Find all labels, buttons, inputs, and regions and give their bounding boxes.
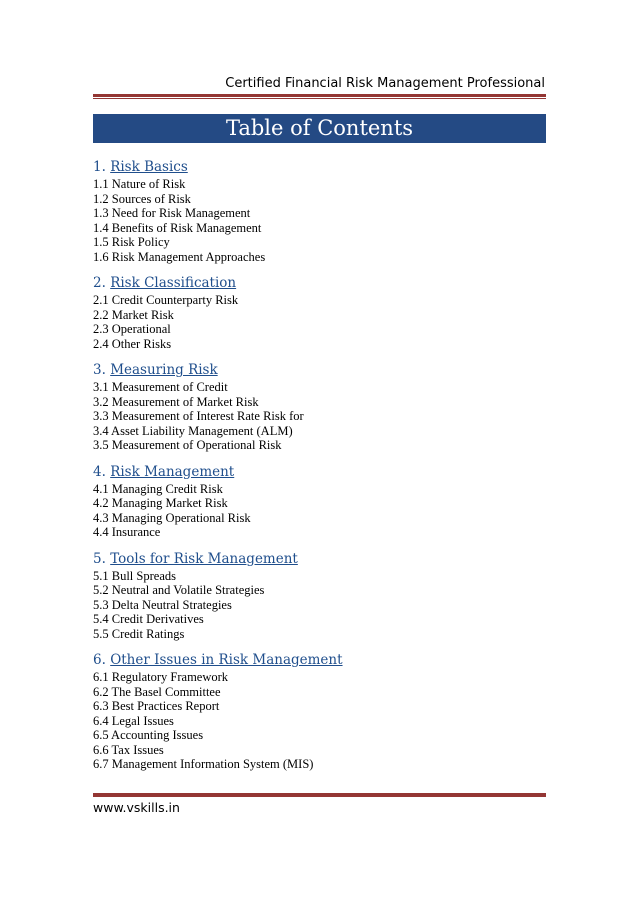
section-number: 2.: [93, 275, 106, 291]
toc-banner: Table of Contents: [93, 114, 546, 143]
page-header-title: Certified Financial Risk Management Professional: [225, 76, 545, 91]
toc-section: [93, 273, 546, 351]
section-heading[interactable]: [93, 462, 546, 482]
toc-item: 1.4 Benefits of Risk Management: [93, 220, 262, 235]
section-heading[interactable]: [93, 360, 546, 380]
toc-section: [93, 157, 546, 264]
toc-item: 6.7 Management Information System (MIS): [93, 757, 314, 771]
section-title-link[interactable]: Risk Basics: [110, 159, 188, 175]
toc-item: 6.4 Legal Issues: [93, 713, 174, 728]
table-of-contents: [93, 157, 546, 781]
section-heading[interactable]: [93, 650, 546, 670]
toc-item: 1.6 Risk Management Approaches: [93, 249, 266, 264]
toc-item: 3.3 Measurement of Interest Rate Risk for: [93, 409, 304, 423]
section-heading[interactable]: [93, 157, 546, 177]
toc-item: 6.1 Regulatory Framework: [93, 670, 229, 684]
section-number: 3.: [93, 362, 106, 378]
section-heading[interactable]: [93, 273, 546, 293]
toc-item: 3.2 Measurement of Market Risk: [93, 394, 259, 409]
toc-item: 3.5 Measurement of Operational Risk: [93, 438, 282, 452]
section-number: 1.: [93, 159, 106, 175]
toc-item: 6.5 Accounting Issues: [93, 728, 204, 742]
toc-section: [93, 462, 546, 540]
toc-item: 4.4 Insurance: [93, 525, 161, 539]
toc-item: 3.1 Measurement of Credit: [93, 380, 228, 394]
toc-section: [93, 360, 546, 453]
section-title-link[interactable]: Risk Classification: [110, 275, 237, 291]
header-rule: [93, 94, 546, 99]
section-title-link[interactable]: Risk Management: [110, 463, 235, 480]
toc-item: 5.2 Neutral and Volatile Strategies: [93, 583, 265, 597]
toc-item: 2.1 Credit Counterparty Risk: [93, 293, 239, 307]
toc-item: 5.4 Credit Derivatives: [93, 612, 204, 626]
toc-item: 4.3 Managing Operational Risk: [93, 510, 251, 525]
toc-item: 6.2 The Basel Committee: [93, 684, 221, 699]
toc-item: 6.6 Tax Issues: [93, 742, 164, 757]
footer-url: www.vskills.in: [93, 800, 180, 815]
toc-item: 4.2 Managing Market Risk: [93, 496, 228, 510]
footer-rule: [93, 792, 546, 797]
section-number: 4.: [93, 463, 106, 480]
toc-item: 1.2 Sources of Risk: [93, 191, 191, 206]
section-number: 5.: [93, 550, 106, 567]
toc-item: 4.1 Managing Credit Risk: [93, 481, 223, 496]
toc-item: 2.4 Other Risks: [93, 336, 172, 351]
toc-item: 2.3 Operational: [93, 322, 171, 336]
toc-item: 5.5 Credit Ratings: [93, 626, 185, 641]
toc-item: 5.1 Bull Spreads: [93, 568, 176, 583]
toc-item: 2.2 Market Risk: [93, 307, 174, 322]
toc-item: 1.3 Need for Risk Management: [93, 206, 251, 220]
toc-section: [93, 549, 546, 642]
toc-item: 1.5 Risk Policy: [93, 235, 170, 249]
section-title-link[interactable]: Tools for Risk Management: [110, 550, 298, 567]
section-heading[interactable]: [93, 549, 546, 569]
toc-item: 5.3 Delta Neutral Strategies: [93, 597, 232, 612]
section-number: 6.: [93, 652, 106, 668]
toc-item: 1.1 Nature of Risk: [93, 177, 186, 191]
section-title-link[interactable]: Other Issues in Risk Management: [110, 652, 343, 668]
section-title-link[interactable]: Measuring Risk: [110, 362, 218, 378]
toc-section: [93, 650, 546, 772]
toc-item: 6.3 Best Practices Report: [93, 699, 220, 713]
toc-item: 3.4 Asset Liability Management (ALM): [93, 423, 293, 438]
